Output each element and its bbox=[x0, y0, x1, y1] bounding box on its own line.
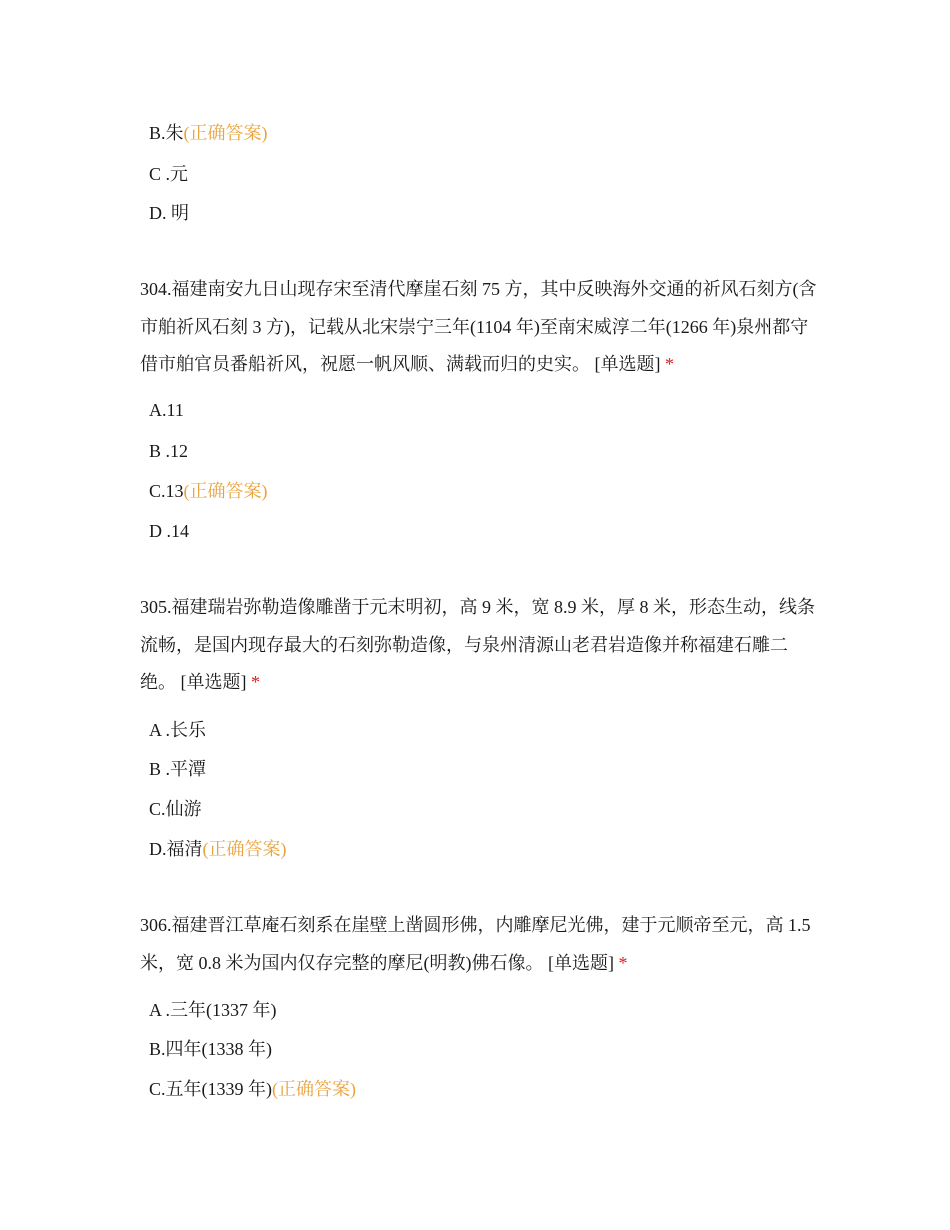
option-item bbox=[149, 398, 184, 422]
option-label: D. 明 bbox=[149, 203, 189, 223]
option-item bbox=[149, 201, 189, 225]
option-item bbox=[149, 162, 188, 186]
option-item bbox=[149, 797, 202, 821]
correct-answer-tag: (正确答案) bbox=[183, 123, 268, 143]
option-item bbox=[149, 837, 287, 861]
option-label: A.11 bbox=[149, 400, 184, 420]
option-item bbox=[149, 718, 206, 742]
option-label: C .元 bbox=[149, 164, 189, 184]
option-item bbox=[149, 439, 188, 463]
option-item bbox=[149, 1077, 356, 1101]
question-type-label: [单选题] bbox=[594, 354, 661, 374]
option-item bbox=[149, 1037, 272, 1061]
option-label: B.朱 bbox=[149, 123, 184, 143]
option-label: B .12 bbox=[149, 441, 189, 461]
option-label: C.13 bbox=[149, 481, 184, 501]
option-label: D .14 bbox=[149, 521, 189, 541]
option-label: A .三年(1337 年) bbox=[149, 1000, 277, 1020]
option-label: A .长乐 bbox=[149, 720, 207, 740]
option-item bbox=[149, 479, 268, 503]
question-stem: 305.福建瑞岩弥勒造像雕凿于元末明初，高 9 米，宽 8.9 米，厚 8 米，形态生动，线条流畅，是国内现存最大的石刻弥勒造像，与泉州清源山老君岩造像并称福建石雕二绝。 bbox=[140, 597, 815, 692]
required-mark: * bbox=[618, 952, 628, 973]
correct-answer-tag: (正确答案) bbox=[202, 839, 287, 859]
option-item bbox=[149, 998, 277, 1022]
option-item bbox=[149, 121, 268, 145]
required-mark: * bbox=[665, 354, 674, 374]
option-label: C.仙游 bbox=[149, 799, 202, 819]
question-306-text bbox=[140, 907, 820, 982]
option-item bbox=[149, 519, 189, 543]
required-mark: * bbox=[251, 672, 260, 692]
option-item bbox=[149, 757, 206, 781]
question-stem: 306.福建晋江草庵石刻系在崖壁上凿圆形佛，内雕摩尼光佛，建于元顺帝至元，高 1.5 米，宽 0.8 米为国内仅存完整的摩尼(明教)佛石像。 bbox=[140, 915, 811, 973]
question-305-text bbox=[140, 589, 820, 702]
question-type-label: [单选题] bbox=[180, 672, 247, 692]
correct-answer-tag: (正确答案) bbox=[183, 481, 268, 501]
question-type-label: [单选题] bbox=[548, 952, 614, 973]
option-label: C.五年(1339 年) bbox=[149, 1079, 272, 1099]
correct-answer-tag: (正确答案) bbox=[272, 1079, 356, 1099]
question-304-text bbox=[140, 271, 820, 384]
option-label: B.四年(1338 年) bbox=[149, 1039, 272, 1059]
option-label: D.福清 bbox=[149, 839, 203, 859]
option-label: B .平潭 bbox=[149, 759, 207, 779]
question-stem: 304.福建南安九日山现存宋至清代摩崖石刻 75 方，其中反映海外交通的祈风石刻方(含市舶祈风石刻 3 方)，记载从北宋崇宁三年(1104 年)至南宋威淳二年(1266 年)泉州都守借市舶官员番船祈风，祝愿一帆风顺、满载而归的史实。 bbox=[140, 279, 817, 374]
